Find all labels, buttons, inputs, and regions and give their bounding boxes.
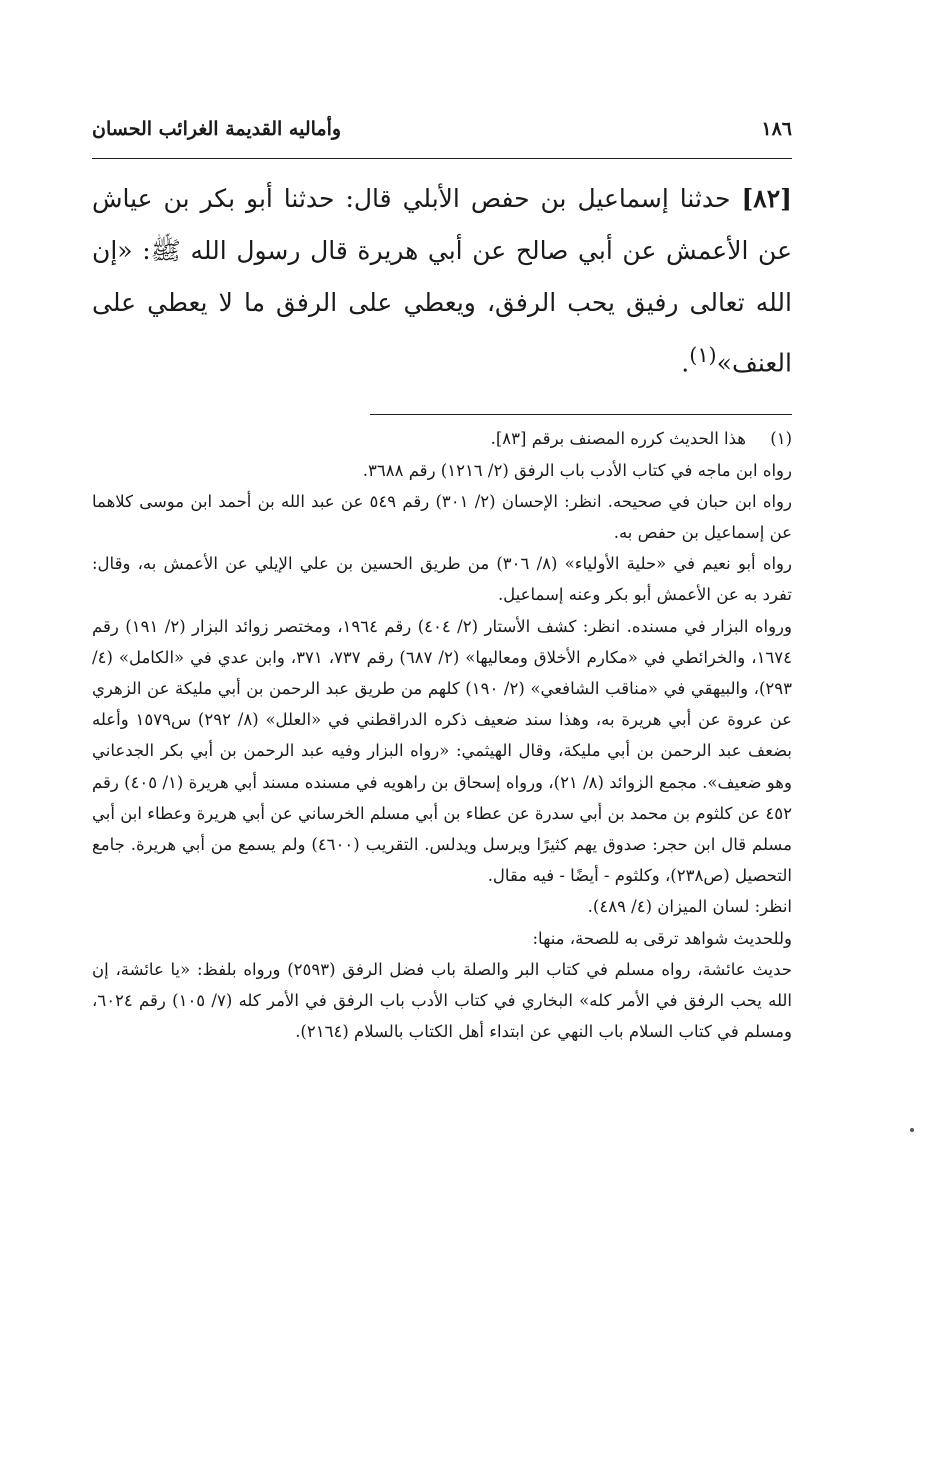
footnote-paragraph: رواه ابن ماجه في كتاب الأدب باب الرفق (٢/ ١٢١٦) رقم ٣٦٨٨. bbox=[362, 460, 792, 480]
footnote-paragraph: رواه أبو نعيم في «حلية الأولياء» (٨/ ٣٠٦) من طريق الحسين بن علي الإيلي عن الأعمش به، وقال: تفرد به عن الأعمش أبو بكر وعنه إسماعيل. bbox=[92, 554, 792, 605]
footnote-number: (١) bbox=[770, 429, 792, 449]
page-number: ١٨٦ bbox=[761, 118, 792, 140]
footnote-paragraph: ورواه البزار في مسنده. انظر: كشف الأستار (٢/ ٤٠٤) رقم ١٩٦٤، ومختصر زوائد البزار (٢/ ١٩١) رقم ١٦٧٤، والخرائطي في «مكارم الأخلاق ومعاليها» (٢/ ٦٨٧) رقم ٧٣٧، ٣٧١، وابن عدي في «الكامل» (٤/ ٢٩٣)، والبيهقي في «مناقب الشافعي» (٢/ ١٩٠) كلهم من طريق عبد الرحمن بن أبي مليكة عن الزهري عن عروة عن أبي هريرة به، وهذا سند ضعيف ذكره الدراقطني في «العلل» (٨/ ٢٩٢) س١٥٧٩ وأعله بضعف عبد الرحمن بن أبي مليكة، وقال الهيثمي: «رواه البزار وفيه عبد الرحمن بن أبي بكر الجدعاني وهو ضعيف». مجمع الزوائد (٨/ ٢١)، ورواه إسحاق بن راهويه في مسنده مسند أبي هريرة (١/ ٤٠٥) رقم ٤٥٢ عن كلثوم بن محمد بن أبي سدرة عن عطاء بن أبي مسلم الخرساني عن أبي هريرة وعطاء ابن أبي مسلم قال ابن حجر: صدوق يهم كثيرًا ويرسل ويدلس. التقريب (٤٦٠٠) ولم يسمع من أبي هريرة. جامع التحصيل (ص٢٣٨)، وكلثوم - أيضًا - فيه مقال. bbox=[92, 616, 793, 886]
footnote-first-line: هذا الحديث كرره المصنف برقم [٨٣]. bbox=[490, 429, 746, 449]
scan-speck bbox=[910, 1128, 914, 1132]
footnote-divider bbox=[370, 414, 792, 415]
header-divider bbox=[92, 158, 792, 159]
footnote-first-row bbox=[92, 423, 792, 454]
hadith-text-block bbox=[92, 173, 792, 389]
hadith-text: حدثنا إسماعيل بن حفص الأبلي قال: حدثنا أبو بكر بن عياش عن الأعمش عن أبي صالح عن أبي هريرة قال رسول الله ﷺ: «إن الله تعالى رفيق يحب الرفق، ويعطي على الرفق ما لا يعطي على العنف» bbox=[92, 184, 792, 378]
footnote-paragraph: رواه ابن حبان في صحيحه. انظر: الإحسان (٢/ ٣٠١) رقم ٥٤٩ عن عبد الله بن أحمد ابن موسى كلاهما عن إسماعيل بن حفص به. bbox=[92, 491, 792, 542]
hadith-end-mark: . bbox=[681, 348, 690, 378]
footnote-paragraph: انظر: لسان الميزان (٤/ ٤٨٩). bbox=[587, 897, 792, 917]
footnotes-section bbox=[92, 423, 792, 1047]
page-header bbox=[92, 118, 792, 154]
book-page bbox=[92, 118, 792, 1047]
footnote-reference: (١) bbox=[689, 343, 717, 367]
hadith-number: [٨٢] bbox=[741, 184, 792, 213]
running-title: وأماليه القديمة الغرائب الحسان bbox=[92, 118, 342, 140]
footnote-paragraph: وللحديث شواهد ترقى به للصحة، منها: bbox=[532, 928, 792, 948]
footnote-paragraph: حديث عائشة، رواه مسلم في كتاب البر والصلة باب فضل الرفق (٢٥٩٣) ورواه بلفظ: «يا عائشة، إن الله يحب الرفق في الأمر كله» البخاري في كتاب الأدب باب الرفق في الأمر كله (٧/ ١٠٥) رقم ٦٠٢٤، ومسلم في كتاب السلام باب النهي عن ابتداء أهل الكتاب بالسلام (٢١٦٤). bbox=[92, 959, 793, 1042]
